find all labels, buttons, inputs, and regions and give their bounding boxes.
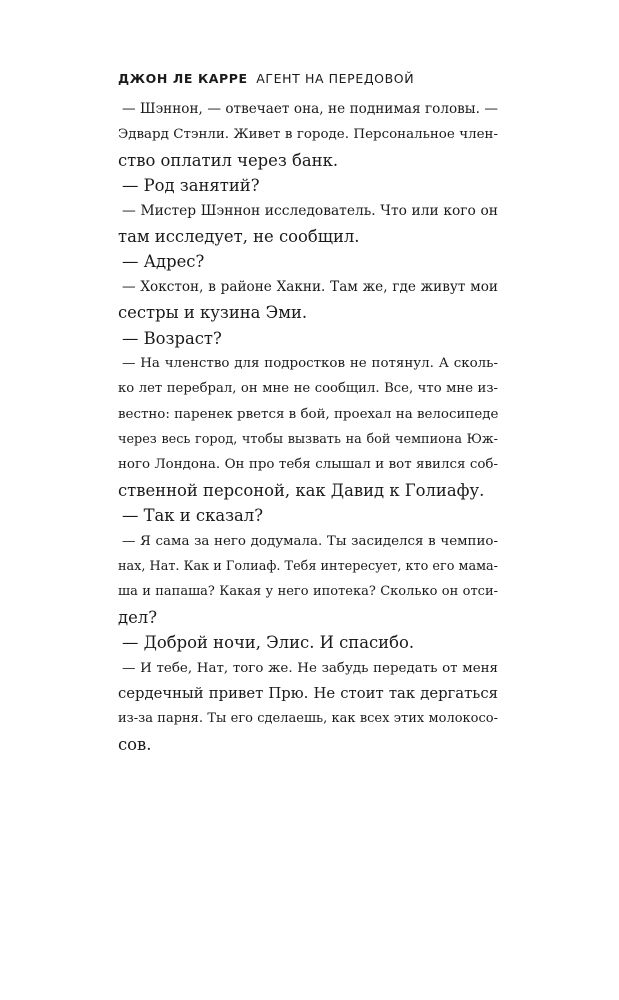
text-line: вестно: паренек рвется в бой, проехал на велосипеде	[118, 406, 499, 422]
text-line: из-за парня. Ты его сделаешь, как всех этих молокосо-	[118, 711, 498, 727]
text-line: там исследует, не сообщил.	[118, 226, 360, 246]
text-line: — Шэннон, — отвечает она, не поднимая головы. —	[122, 101, 498, 117]
header-author: ДЖОН ЛЕ КАРРЕ	[118, 71, 248, 86]
text-line: — Хокстон, в районе Хакни. Там же, где живут мои	[122, 278, 498, 295]
text-line: сердечный привет Прю. Не стоит так дергаться	[118, 684, 498, 702]
text-line: — Род занятий?	[122, 176, 260, 196]
body-text	[118, 97, 498, 757]
text-line: ственной персоной, как Давид к Голиафу.	[118, 480, 485, 500]
running-header	[118, 71, 414, 86]
header-book-title: АГЕНТ НА ПЕРЕДОВОЙ	[256, 71, 415, 86]
text-line: — Возраст?	[122, 328, 222, 348]
text-line: — И тебе, Нат, того же. Не забудь передать от меня	[122, 660, 498, 676]
text-line: Эдвард Стэнли. Живет в городе. Персональное член-	[118, 127, 498, 143]
text-line: сов.	[118, 734, 152, 754]
text-line: ство оплатил через банк.	[118, 150, 339, 170]
text-line: через весь город, чтобы вызвать на бой чемпиона Юж-	[118, 432, 498, 448]
text-line: ша и папаша? Какая у него ипотека? Сколько он отси-	[118, 584, 498, 600]
text-line: ного Лондона. Он про тебя слышал и вот явился соб-	[118, 457, 498, 473]
text-line: — Так и сказал?	[122, 506, 264, 526]
text-line: — На членство для подростков не потянул. А сколь-	[122, 355, 498, 371]
text-line: — Доброй ночи, Элис. И спасибо.	[122, 633, 415, 653]
text-line: — Мистер Шэннон исследователь. Что или кого он	[122, 202, 498, 219]
text-line: — Адрес?	[122, 252, 205, 272]
text-line: — Я сама за него додумала. Ты засиделся в чемпио-	[122, 533, 498, 549]
text-line: ко лет перебрал, он мне не сообщил. Все, что мне из-	[118, 381, 498, 397]
text-line: сестры и кузина Эми.	[118, 303, 308, 323]
text-line: дел?	[118, 607, 157, 627]
text-line: нах, Нат. Как и Голиаф. Тебя интересует, кто его мама-	[118, 559, 498, 575]
